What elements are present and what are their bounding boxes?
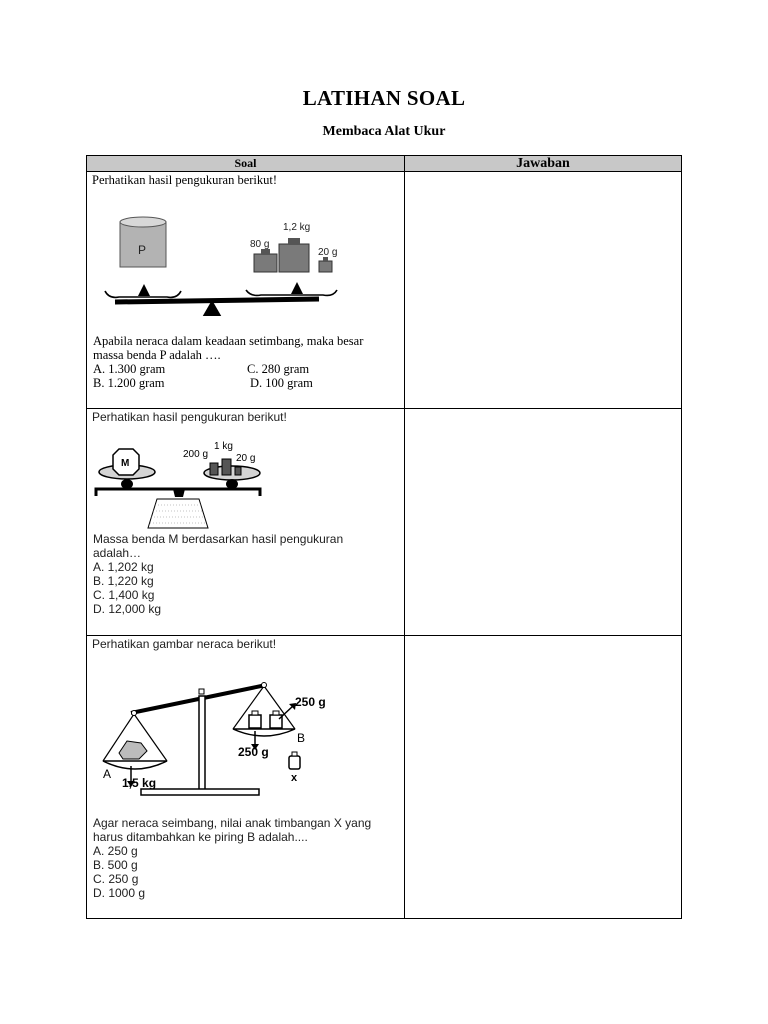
pan-a-label: A bbox=[103, 767, 112, 781]
option-b: B. 1,220 kg bbox=[93, 574, 154, 588]
object-m bbox=[113, 449, 139, 475]
weight-x-label: x bbox=[291, 772, 298, 784]
option-b: B. 500 g bbox=[93, 858, 138, 872]
weight-250g-bottom-label: 250 g bbox=[238, 745, 269, 759]
column-header-soal: Soal bbox=[87, 156, 405, 172]
mass-a-label: 1,5 kg bbox=[122, 776, 157, 790]
weight-20g-label: 20 g bbox=[236, 453, 256, 464]
pan-b-label: B bbox=[297, 731, 306, 745]
object-p bbox=[120, 217, 166, 267]
question-table bbox=[86, 155, 682, 919]
balance-scale-figure-2 bbox=[93, 439, 263, 534]
weight-20g bbox=[319, 257, 332, 272]
weight-80g-label: 80 g bbox=[250, 239, 270, 250]
question-1-text-line2: massa benda P adalah …. bbox=[93, 348, 221, 362]
option-b: B. 1.200 gram bbox=[93, 376, 165, 390]
option-d: D. 1000 g bbox=[93, 886, 146, 900]
option-a: A. 1,202 kg bbox=[93, 560, 154, 574]
question-3-intro: Perhatikan gambar neraca berikut! bbox=[92, 637, 277, 651]
question-1-cell bbox=[87, 172, 405, 409]
table-row bbox=[87, 172, 682, 409]
weight-20g-label: 20 g bbox=[318, 247, 338, 258]
answer-1-cell[interactable] bbox=[405, 172, 682, 409]
question-1-text-line1: Apabila neraca dalam keadaan setimbang, maka besar bbox=[93, 334, 364, 348]
weight-1kg-label: 1 kg bbox=[214, 441, 233, 452]
option-c: C. 280 gram bbox=[247, 362, 310, 376]
page-subtitle: Membaca Alat Ukur bbox=[322, 124, 446, 139]
question-2-text-line2: adalah… bbox=[93, 546, 142, 560]
question-2-text-line1: Massa benda M berdasarkan hasil pengukuran bbox=[93, 532, 344, 546]
option-a: A. 1.300 gram bbox=[93, 362, 166, 376]
question-3-text-line2: harus ditambahkan ke piring B adalah.... bbox=[93, 830, 308, 844]
object-p-label: P bbox=[138, 243, 147, 257]
answer-3-cell[interactable] bbox=[405, 636, 682, 919]
option-a: A. 250 g bbox=[93, 844, 138, 858]
weight-250g-top-label: 250 g bbox=[295, 695, 326, 709]
weight-1-2kg-label: 1,2 kg bbox=[283, 222, 311, 233]
table-row bbox=[87, 636, 682, 919]
option-d: D. 12,000 kg bbox=[93, 602, 162, 616]
object-m-label: M bbox=[121, 458, 130, 469]
page-title: LATIHAN SOAL bbox=[302, 86, 466, 110]
weight-1-2kg bbox=[279, 238, 309, 272]
question-1-intro: Perhatikan hasil pengukuran berikut! bbox=[92, 173, 278, 187]
weight-200g-label: 200 g bbox=[183, 449, 209, 460]
question-3-cell bbox=[87, 636, 405, 919]
table-header-row bbox=[87, 156, 682, 172]
balance-scale-figure-1 bbox=[101, 206, 351, 316]
question-3-text-line1: Agar neraca seimbang, nilai anak timbangan X yang bbox=[93, 816, 372, 830]
table-row bbox=[87, 409, 682, 636]
option-c: C. 250 g bbox=[93, 872, 139, 886]
question-2-cell bbox=[87, 409, 405, 636]
column-header-jawaban: Jawaban bbox=[405, 156, 682, 172]
answer-2-cell[interactable] bbox=[405, 409, 682, 636]
weight-80g bbox=[254, 249, 277, 272]
balance-scale-figure-3 bbox=[101, 671, 346, 801]
option-d: D. 100 gram bbox=[250, 376, 313, 390]
option-c: C. 1,400 kg bbox=[93, 588, 155, 602]
question-2-intro: Perhatikan hasil pengukuran berikut! bbox=[92, 410, 287, 424]
